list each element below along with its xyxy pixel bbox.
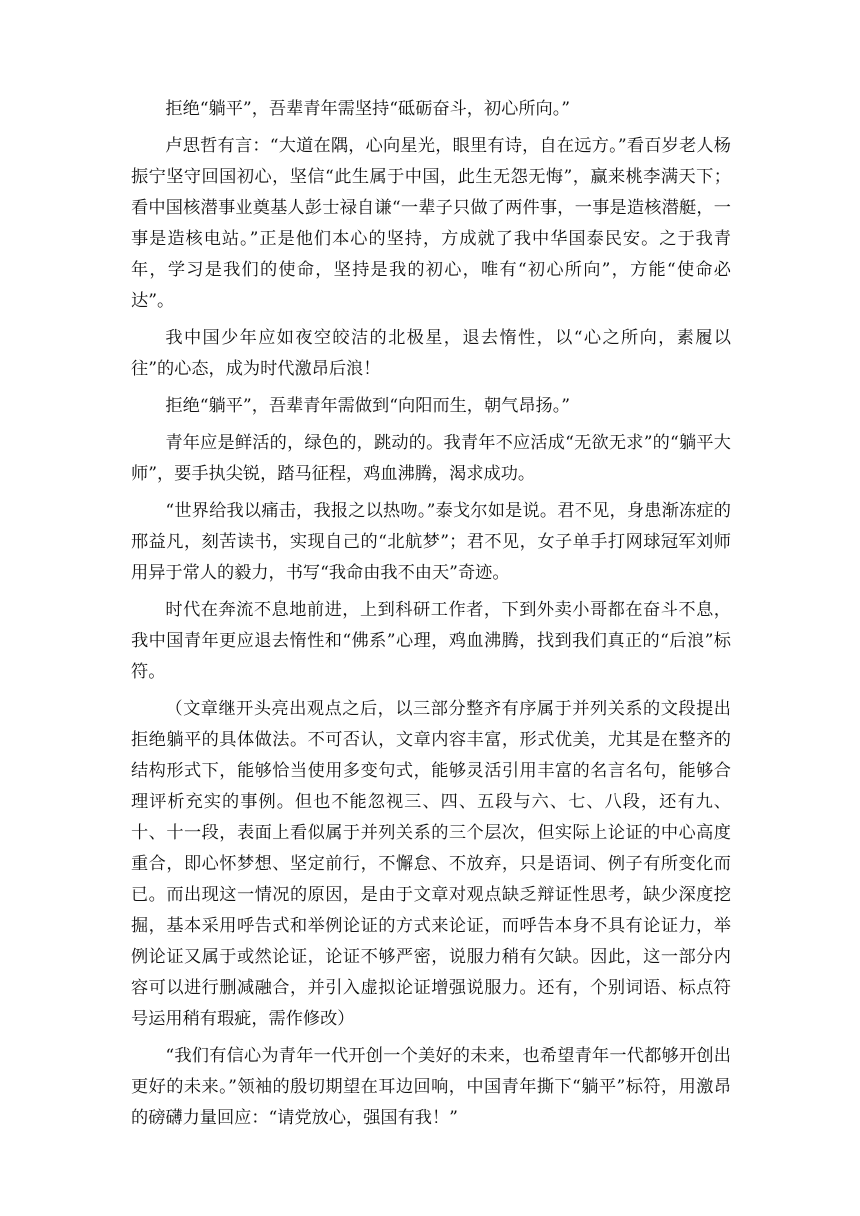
paragraph-7: 时代在奔流不息地前进，上到科研工作者，下到外卖小哥都在奋斗不息，我中国青年更应退去惰性和“佛系”心理，鸡血沸腾，找到我们真正的“后浪”标符。 bbox=[131, 600, 731, 682]
paragraph-5: 青年应是鲜活的，绿色的，跳动的。我青年不应活成“无欲无求”的“躺平大师”，要手执尖锐，踏马征程，鸡血沸腾，渴求成功。 bbox=[131, 433, 731, 484]
closing-paragraph: “我们有信心为青年一代开创一个美好的未来，也希望青年一代都够开创出更好的未来。”领袖的殷切期望在耳边回响，中国青年撕下“躺平”标符，用激昂的磅礴力量回应：“请党放心，强国有我！” bbox=[131, 1046, 731, 1128]
paragraph-6: “世界给我以痛击，我报之以热吻。”泰戈尔如是说。君不见，身患渐冻症的邢益凡，刻苦读书，实现自己的“北航梦”；君不见，女子单手打网球冠军刘师用异于常人的毅力，书写“我命由我不由天”奇迹。 bbox=[131, 501, 731, 583]
paragraph-4: 拒绝“躺平”，吾辈青年需做到“向阳而生，朝气昂扬。” bbox=[165, 396, 571, 416]
paragraph-3: 我中国少年应如夜空皎洁的北极星，退去惰性，以“心之所向，素履以往”的心态，成为时代激昂后浪！ bbox=[131, 328, 731, 379]
commentary-paragraph: （文章继开头亮出观点之后，以三部分整齐有序属于并列关系的文段提出拒绝躺平的具体做法。不可否认，文章内容丰富，形式优美，尤其是在整齐的结构形式下，能够恰当使用多变句式，能够灵活引用丰富的名言名句，能够合理评析充实的事例。但也不能忽视三、四、五段与六、七、八段，还有九、十、十一段，表面上看似属于并列关系的三个层次，但实际上论证的中心高度重合，即心怀梦想、坚定前行，不懈怠、不放弃，只是语词、例子有所变化而已。而出现这一情况的原因，是由于文章对观点缺乏辩证性思考，缺少深度挖掘，基本采用呼告式和举例论证的方式来论证，而呼告本身不具有论证力，举例论证又属于或然论证，论证不够严密，说服力稍有欠缺。因此，这一部分内容可以进行删减融合，并引入虚拟论证增强说服力。还有，个别词语、标点符号运用稍有瑕疵，需作修改） bbox=[131, 699, 731, 1029]
document-body bbox=[131, 94, 731, 1140]
paragraph-1: 拒绝“躺平”，吾辈青年需坚持“砥砺奋斗，初心所向。” bbox=[165, 99, 571, 119]
paragraph-2: 卢思哲有言：“大道在隅，心向星光，眼里有诗，自在远方。”看百岁老人杨振宁坚守回国初心，坚信“此生属于中国，此生无怨无悔”，赢来桃李满天下；看中国核潜事业奠基人彭士禄自谦“一辈子只做了两件事，一事是造核潜艇，一事是造核电站。”正是他们本心的坚持，方成就了我中华国泰民安。之于我青年，学习是我们的使命，坚持是我的初心，唯有“初心所向”，方能“使命必达”。 bbox=[131, 136, 731, 311]
